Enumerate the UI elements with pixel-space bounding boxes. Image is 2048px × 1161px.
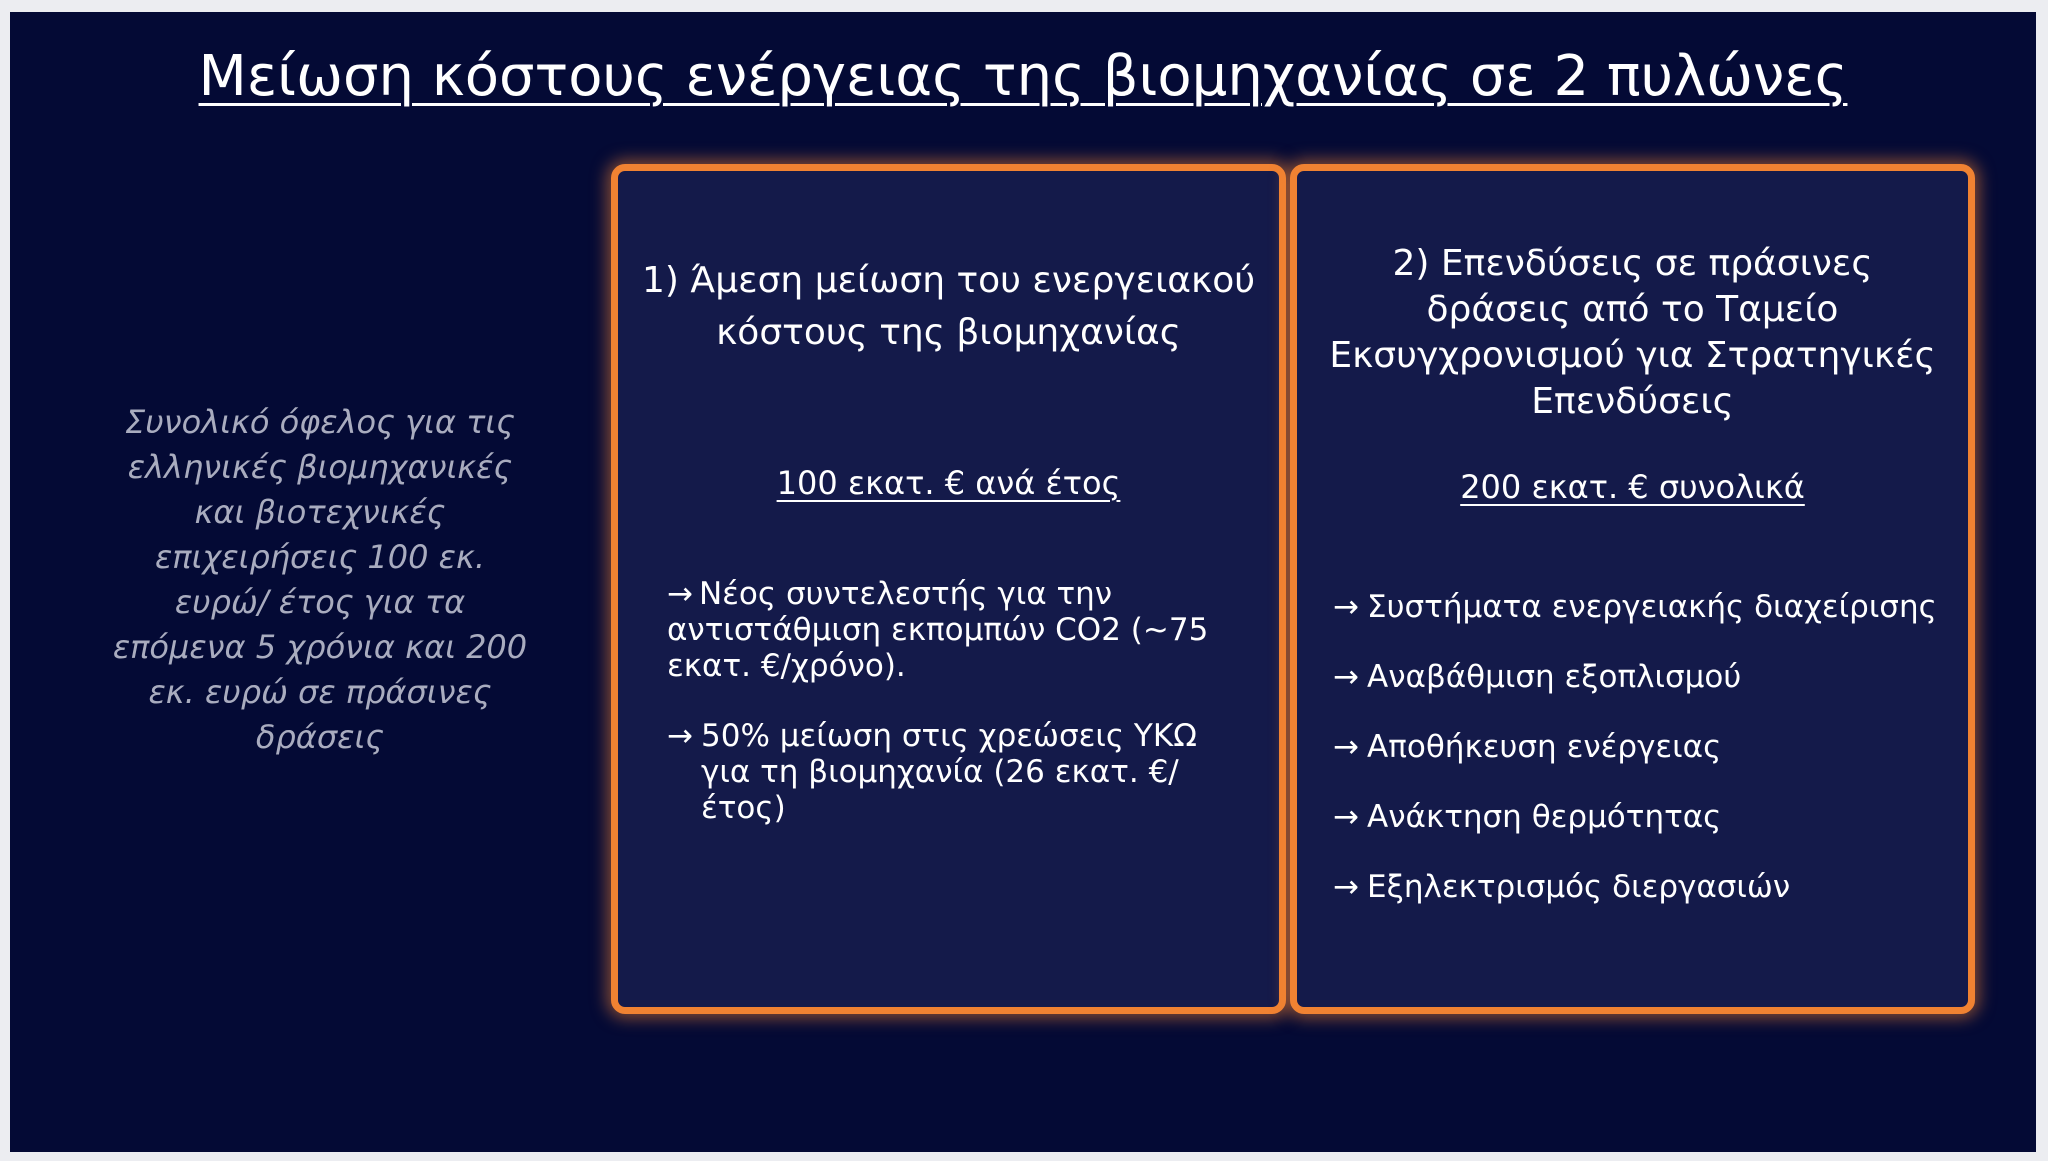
arrow-right-icon: → (1333, 869, 1359, 905)
pillar-1-bullet-list (667, 576, 1249, 826)
arrow-right-icon: → (667, 576, 693, 612)
pillar-1-amount: 100 εκατ. € ανά έτος (776, 464, 1121, 502)
bullet-text: Συστήματα ενεργειακής διαχείρισης (1367, 589, 1937, 625)
bullet-text: Αναβάθμιση εξοπλισμού (1367, 659, 1742, 695)
arrow-right-icon: → (1333, 729, 1359, 765)
bullet-text: Νέος συντελεστής για την αντιστάθμιση εκπομπών CO2 (~75 εκατ. €/χρόνο). (667, 576, 1209, 684)
slide-title: Μείωση κόστους ενέργειας της βιομηχανίας σε 2 πυλώνες (198, 44, 1848, 109)
bullet-text: 50% μείωση στις χρεώσεις ΥΚΩ για τη βιομηχανία (26 εκατ. €/ έτος) (701, 718, 1197, 826)
summary-text: Συνολικό όφελος για τις ελληνικές βιομηχανικές και βιοτεχνικές επιχειρήσεις 100 εκ. ευρώ/ έτος για τα επόμενα 5 χρόνια και 200 εκ. ευρώ σε πράσινες δράσεις (112, 403, 528, 756)
list-item (667, 576, 1249, 684)
pillar-panel-1 (611, 164, 1286, 1014)
pillar-2-amount: 200 εκατ. € συνολικά (1460, 468, 1805, 506)
bullet-text: Ανάκτηση θερμότητας (1367, 799, 1722, 835)
bullet-text: Αποθήκευση ενέργειας (1367, 729, 1722, 765)
arrow-right-icon: → (1333, 659, 1359, 695)
arrow-right-icon: → (667, 718, 693, 754)
list-item (1333, 589, 1948, 625)
list-item (1333, 659, 1948, 695)
list-item (667, 718, 1249, 826)
list-item (1333, 799, 1948, 835)
pillar-2-heading: 2) Επενδύσεις σε πράσινες δράσεις από το Ταμείο Εκσυγχρονισμού για Στρατηγικές Επενδύσεις (1329, 243, 1936, 422)
pillar-1-heading: 1) Άμεση μείωση του ενεργειακού κόστους της βιομηχανίας (641, 260, 1256, 353)
arrow-right-icon: → (1333, 799, 1359, 835)
arrow-right-icon: → (1333, 589, 1359, 625)
pillar-2-bullet-list (1333, 589, 1948, 939)
list-item (1333, 869, 1948, 905)
list-item (1333, 729, 1948, 765)
slide (10, 12, 2036, 1152)
bullet-text: Εξηλεκτρισμός διεργασιών (1367, 869, 1791, 905)
pillar-panel-2 (1290, 164, 1975, 1014)
